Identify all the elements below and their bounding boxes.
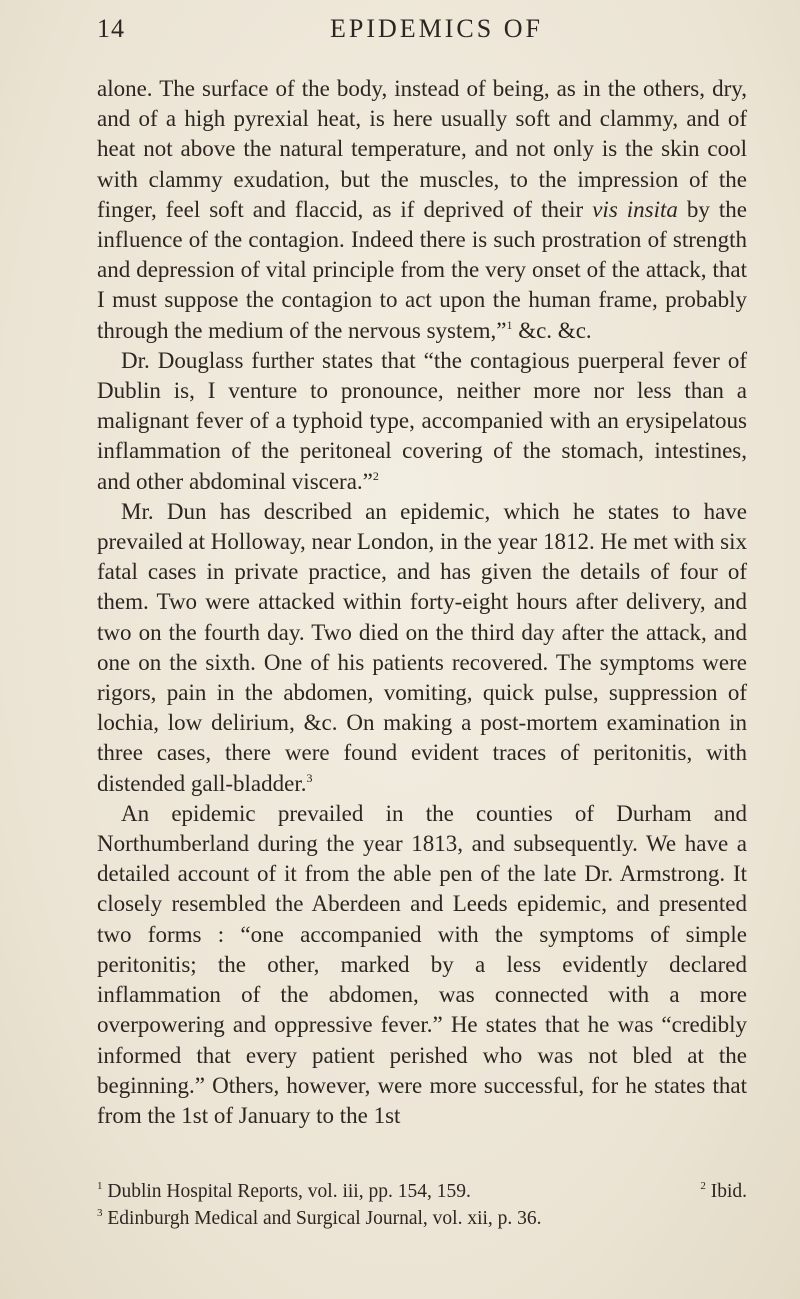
page-number: 14 bbox=[97, 14, 125, 43]
footnote: $^1$ Dublin Hospital Reports, vol. iii, pp. 154, 159. bbox=[97, 1180, 471, 1202]
footnote-ref: 1 bbox=[506, 317, 513, 332]
footnote-ref: 2 bbox=[372, 468, 379, 483]
running-head: EPIDEMICS OF bbox=[330, 14, 543, 43]
footnote-row bbox=[97, 1178, 747, 1205]
footnotes bbox=[97, 1178, 747, 1232]
paragraph: An epidemic prevailed in the counties of Durham and Northumberland during the year 1813, and subsequently. We have a detailed account of it from the able pen of the late Dr. Armstrong. It closely resembled the Aberdeen and Leeds epidemic, and presented two forms : “one accompanied with the symptoms of simple peritonitis; the other, marked by a less evidently declared inflammation of the abdomen, was connected with a more overpowering and oppressive fever.” He states that he was “credibly informed that every patient perished who was not bled at the beginning.” Others, however, were more successful, for he states that from the 1st of January to the 1st bbox=[97, 800, 747, 1128]
paragraph: Mr. Dun has described an epidemic, which he states to have prevailed at Holloway, near London, in the year 1812. He met with six fatal cases in private practice, and has given the details of four of them. Two were attacked within forty-eight hours after delivery, and two on the fourth day. Two died on the third day after the attack, and one on the sixth. One of his patients recovered. The symptoms were rigors, pain in the abdomen, vomiting, quick pulse, suppression of lochia, low delirium, &c. On making a post-mortem examination in three cases, there were found evident traces of peritonitis, with distended gall-bladder.$^3$ bbox=[97, 498, 747, 796]
paragraph: Dr. Douglass further states that “the contagious puerperal fever of Dublin is, I venture to pronounce, neither more nor less than a malignant fever of a typhoid type, accompanied with an erysipelatous inflammation of the peritoneal covering of the stomach, intestines, and other abdominal viscera.”$^2$ bbox=[97, 347, 747, 494]
paragraph: alone. The surface of the body, instead of being, as in the others, dry, and of a high pyrexial heat, is here usually soft and clammy, and of heat not above the natural temperature, and not only is the skin cool with clammy exudation, but the muscles, to the impression of the finger, feel soft and flaccid, as if deprived of their vis insita by the influence of the contagion. Indeed there is such prostration of strength and depression of vital principle from the very onset of the attack, that I must suppose the contagion to act upon the human frame, probably through the medium of the nervous system,”$^1$ &c. &c. bbox=[97, 76, 747, 343]
footnote-ref: 3 bbox=[306, 770, 313, 785]
emphasis: vis insita bbox=[592, 196, 678, 222]
body-text bbox=[97, 74, 747, 1131]
footnote: $^3$ Edinburgh Medical and Surgical Journal, vol. xii, p. 36. bbox=[97, 1207, 542, 1229]
page-header bbox=[97, 4, 710, 64]
footnote: $^2$ Ibid. bbox=[700, 1180, 747, 1202]
